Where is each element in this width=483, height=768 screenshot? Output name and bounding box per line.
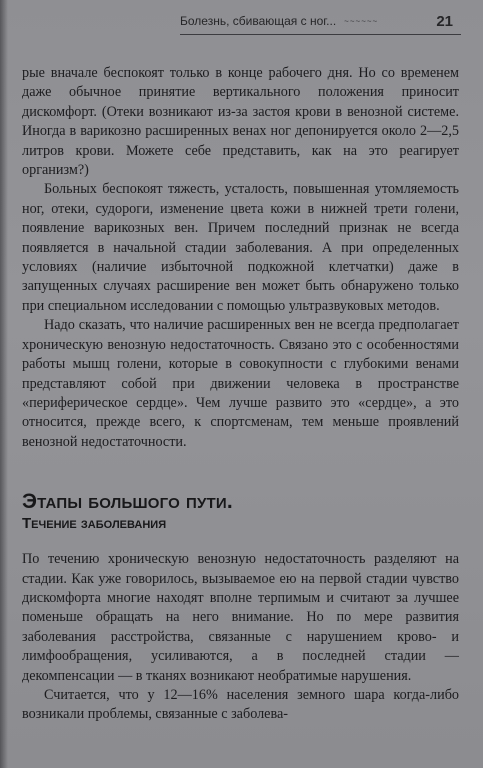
running-head-ornament: ~~~~~~ — [344, 16, 379, 26]
paragraph-statistics: Считается, что у 12—16% населения земного шара когда-либо возникали проблемы, связанные с заболева- — [22, 686, 459, 723]
paragraph-continued: рые вначале беспокоят только в конце рабочего дня. Но со временем даже обычное принятие вертикального положения приносит дискомфорт. (Отеки возникают из-за застоя крови в венозной системе. Иногда в варикозно расширенных венах ног депонируется около 2—2,5 литров крови. Можете себе представить, как на это реагирует организм?) — [22, 65, 459, 179]
body-text — [22, 64, 459, 725]
paragraph-peripheral-heart: Надо сказать, что наличие расширенных вен не всегда предполагает хроническую венозную недостаточность. Связано это с особенностями работы мышц голени, которые в совокупности с глубокими венами представляют собой при движении человека в пространстве «периферическое сердце». Чем лучше развито это «сердце», а это относится, прежде всего, к спортсменам, тем меньше проявлений венозной недостаточности. — [22, 317, 459, 450]
section-title: Этапы большого пути. — [22, 490, 233, 514]
header-rule — [180, 34, 461, 35]
paragraph-stages: По течению хроническую венозную недостаточность разделяют на стадии. Как уже говорилось, вызываемое ею на первой стадии чувство дискомфорта многие находят вполне терпимым и считают за лучшее поменьше обращать на него внимание. Но по мере развития заболевания расстройства, связанные с нарушением крово- и лимфообращения, усиливаются, а в последней стадии — декомпенсации — в тканях возникают необратимые нарушения. — [22, 551, 459, 684]
section-subtitle: Течение заболевания — [22, 515, 167, 533]
page-edge-shadow — [0, 0, 8, 768]
running-head — [180, 10, 453, 32]
page-number: 21 — [436, 12, 453, 30]
section-heading — [22, 490, 459, 534]
paragraph-symptoms: Больных беспокоят тяжесть, усталость, повышенная утомляемость ног, отеки, судороги, изменение цвета кожи в нижней трети голени, появление варикозных вен. Причем последний признак не всегда появляется в начальной стадии заболевания. А при определенных условиях (наличие избыточной подкожной клетчатки) даже в запущенных случаях расширение вен может быть обнаружено только при специальном исследовании с помощью ультразвуковых методов. — [22, 181, 459, 314]
running-title: Болезнь, сбивающая с ног... — [180, 14, 337, 28]
